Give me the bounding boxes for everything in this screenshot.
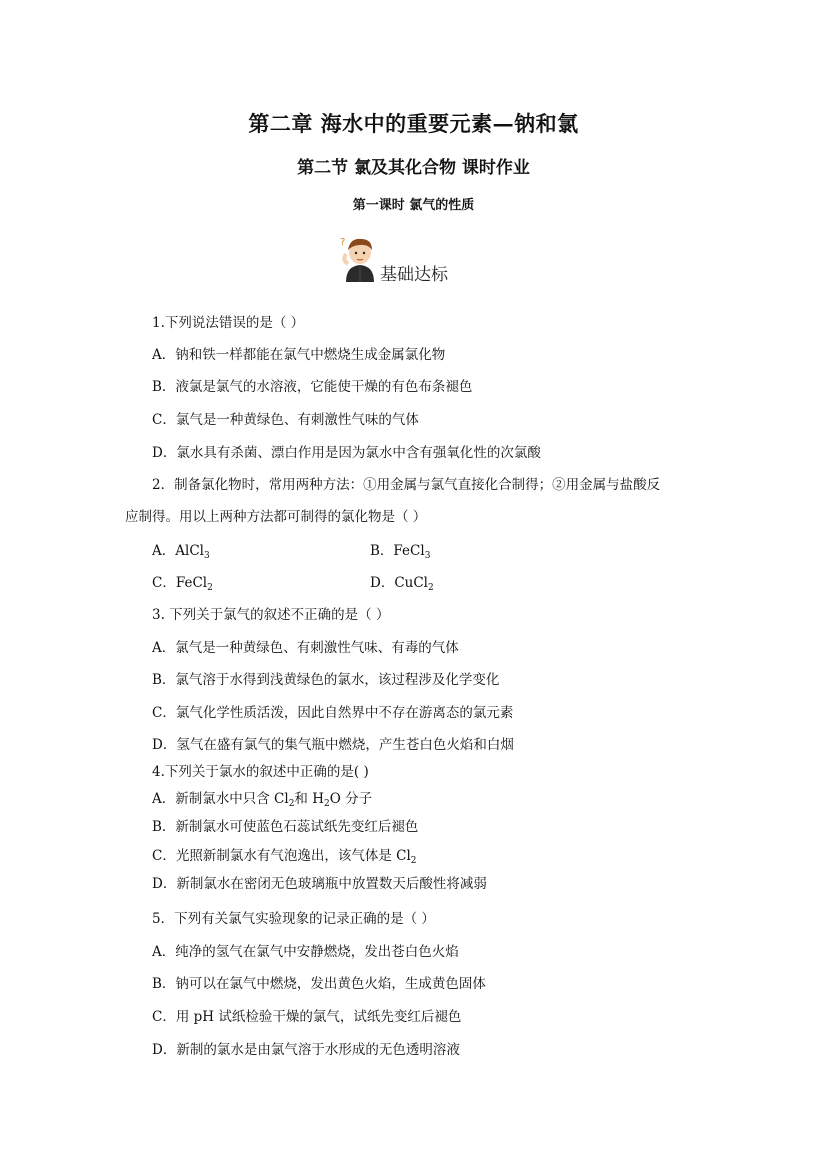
section-title: 第二节 氯及其化合物 课时作业 xyxy=(297,158,530,178)
section-badge xyxy=(340,234,500,284)
q1-option-c: C．氯气是一种黄绿色、有刺激性气味的气体 xyxy=(152,412,419,428)
thinking-boy-icon xyxy=(340,234,382,284)
q3-option-c: C．氯气化学性质活泼，因此自然界中不存在游离态的氯元素 xyxy=(152,705,514,721)
q4-option-a: A．新制氯水中只含 $Cl_2$和 $H_2O$ 分子 xyxy=(152,791,373,809)
q4-option-b: B．新制氯水可使蓝色石蕊试纸先变红后褪色 xyxy=(152,819,419,835)
q5-option-d: D．新制的氯水是由氯气溶于水形成的无色透明溶液 xyxy=(152,1042,460,1058)
q5-option-c: C．用 pH 试纸检验干燥的氯气，试纸先变红后褪色 xyxy=(152,1009,462,1025)
q3-option-d: D．氢气在盛有氯气的集气瓶中燃烧，产生苍白色火焰和白烟 xyxy=(152,737,514,753)
q4-option-d: D．新制氯水在密闭无色玻璃瓶中放置数天后酸性将减弱 xyxy=(152,876,487,892)
q5-stem: 5．下列有关氯气实验现象的记录正确的是（ ） xyxy=(152,911,435,927)
badge-label: 基础达标 xyxy=(380,265,448,285)
q1-stem: 1.下列说法错误的是（ ） xyxy=(152,315,305,331)
q2-option-a: A．AlCl$_3$ xyxy=(152,543,210,561)
q2-option-d: D．CuCl$_2$ xyxy=(370,575,434,593)
q5-option-a: A．纯净的氢气在氯气中安静燃烧，发出苍白色火焰 xyxy=(152,944,459,960)
q2-stem-line1: 2．制备氯化物时，常用两种方法：①用金属与氯气直接化合制得；②用金属与盐酸反 xyxy=(152,477,661,493)
q3-option-b: B．氯气溶于水得到浅黄绿色的氯水，该过程涉及化学变化 xyxy=(152,672,500,688)
q1-option-b: B．液氯是氯气的水溶液，它能使干燥的有色布条褪色 xyxy=(152,379,473,395)
chapter-title: 第二章 海水中的重要元素—钠和氯 xyxy=(248,111,579,136)
q3-option-a: A．氯气是一种黄绿色、有刺激性气味、有毒的气体 xyxy=(152,640,459,656)
q2-stem-line2: 应制得。用以上两种方法都可制得的氯化物是（ ） xyxy=(125,509,427,525)
svg-text:?: ? xyxy=(340,237,346,248)
q2-option-c: C．FeCl$_2$ xyxy=(152,575,213,593)
q3-stem: 3. 下列关于氯气的叙述不正确的是（ ） xyxy=(152,607,390,623)
q2-option-b: B．FeCl$_3$ xyxy=(370,543,431,561)
q5-option-b: B．钠可以在氯气中燃烧，发出黄色火焰，生成黄色固体 xyxy=(152,976,486,992)
q1-option-a: A．钠和铁一样都能在氯气中燃烧生成金属氯化物 xyxy=(152,347,446,363)
q1-option-d: D．氯水具有杀菌、漂白作用是因为氯水中含有强氧化性的次氯酸 xyxy=(152,445,541,461)
q4-option-c: C．光照新制氯水有气泡逸出，该气体是 $Cl_2$ xyxy=(152,848,417,866)
lesson-title: 第一课时 氯气的性质 xyxy=(352,198,475,213)
q4-stem: 4.下列关于氯水的叙述中正确的是( ) xyxy=(152,764,369,780)
